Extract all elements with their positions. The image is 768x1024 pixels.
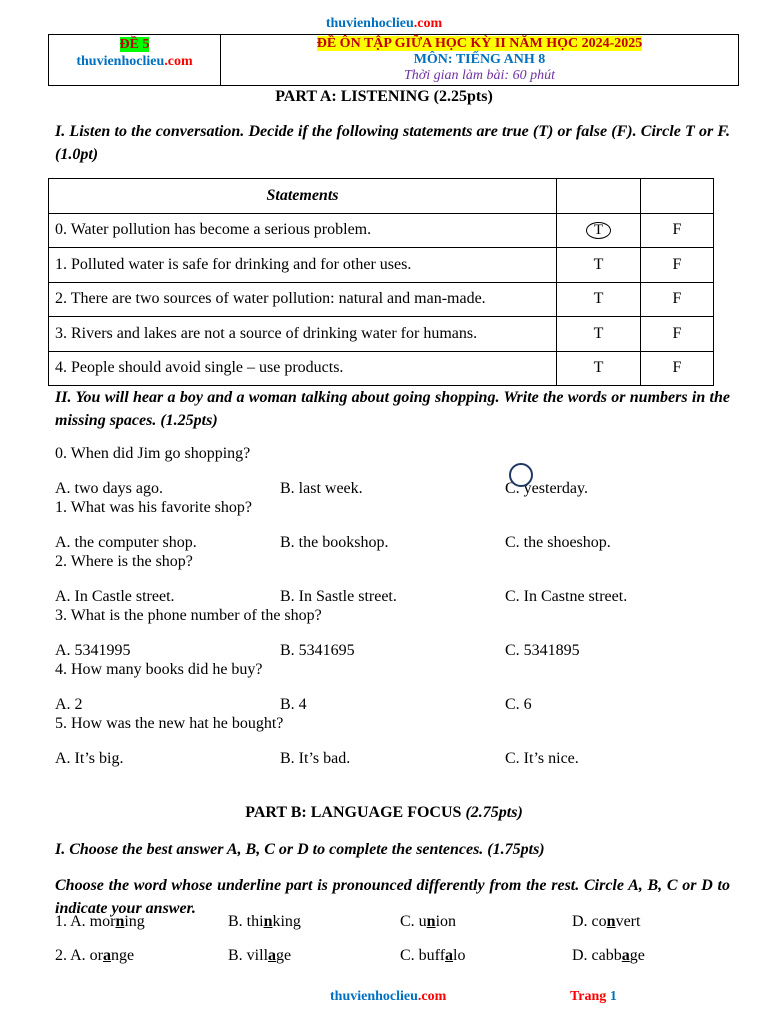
question-2: 2. Where is the shop? [55, 553, 193, 570]
true-option: T [557, 248, 641, 283]
option-b: B. 5341695 [280, 642, 355, 659]
option-b: B. In Sastle street. [280, 588, 397, 605]
option-a: A. It’s big. [55, 750, 124, 767]
option-a: A. two days ago. [55, 480, 163, 497]
option-b: B. It’s bad. [280, 750, 351, 767]
exam-subject: MÔN: TIẾNG ANH 8 [413, 52, 546, 67]
section-3-instruction: I. Choose the best answer A, B, C or D to complete the sentences. (1.75pts) [55, 841, 545, 858]
option-c: C. In Castne street. [505, 588, 628, 605]
statement-text: 0. Water pollution has become a serious problem. [49, 213, 557, 248]
statement-text: 4. People should avoid single – use products. [49, 351, 557, 386]
option-b: B. 4 [280, 696, 307, 713]
part-b-title: PART B: LANGUAGE FOCUS (2.75pts) [245, 804, 523, 821]
option-a: A. the computer shop. [55, 534, 197, 551]
part-a-title: PART A: LISTENING (2.25pts) [275, 88, 493, 105]
site-name: thuvienhoclieu [325, 16, 414, 31]
option-c: C. the shoeshop. [505, 534, 611, 551]
statements-header: Statements [49, 179, 557, 214]
circled-true-answer: T [586, 222, 611, 239]
statement-text: 3. Rivers and lakes are not a source of drinking water for humans. [49, 317, 557, 352]
table-row [49, 213, 714, 248]
question-1: 1. What was his favorite shop? [55, 499, 252, 516]
exam-header [48, 34, 739, 86]
pron-q2-option-b: B. village [228, 947, 292, 964]
section-1-instruction: I. Listen to the conversation. Decide if the following statements are true (T) or false (F). Circle T or F. (1.0pt) [55, 123, 730, 163]
statement-text: 2. There are two sources of water pollution: natural and man-made. [49, 282, 557, 317]
option-c: C. 5341895 [505, 642, 580, 659]
false-option: F [641, 351, 714, 386]
pron-q2-option-a: 2. A. orange [55, 947, 135, 964]
statement-text: 1. Polluted water is safe for drinking and for other uses. [49, 248, 557, 283]
exam-time: Thời gian làm bài: 60 phút [404, 68, 555, 83]
option-c: C. 6 [505, 696, 532, 713]
header-right-cell [221, 35, 738, 85]
option-c: C. yesterday. [505, 480, 588, 497]
true-false-table [48, 178, 714, 386]
pron-q2-option-d: D. cabbage [572, 947, 645, 964]
question-4: 4. How many books did he buy? [55, 661, 263, 678]
header-left-cell [49, 35, 221, 85]
false-option: F [641, 282, 714, 317]
false-option: F [641, 248, 714, 283]
pron-q1-option-c: C. union [400, 913, 457, 930]
table-row [49, 248, 714, 283]
true-option: T [557, 317, 641, 352]
header-site-name: thuvienhoclieu [76, 54, 165, 69]
exam-code: ĐỀ 5 [119, 37, 150, 52]
footer-site: thuvienhoclieu.com [330, 989, 447, 1004]
option-c: C. It’s nice. [505, 750, 579, 767]
question-0: 0. When did Jim go shopping? [55, 445, 251, 462]
header-site-domain: .com [164, 54, 193, 69]
pron-q1-option-a: 1. A. morning [55, 913, 145, 930]
section-2-instruction: II. You will hear a boy and a woman talking about going shopping. Write the words or numbers in the missing spaces. (1.25pts) [55, 389, 730, 429]
table-row [49, 351, 714, 386]
pron-q1-option-b: B. thinking [228, 913, 301, 930]
table-row [49, 317, 714, 352]
question-3: 3. What is the phone number of the shop? [55, 607, 322, 624]
question-5: 5. How was the new hat he bought? [55, 715, 284, 732]
site-domain: .com [413, 16, 443, 31]
page-number: Trang 1 [570, 989, 617, 1004]
option-a: A. 2 [55, 696, 83, 713]
exam-title: ĐỀ ÔN TẬP GIỮA HỌC KỲ II NĂM HỌC 2024-2025 [316, 36, 643, 51]
option-b: B. last week. [280, 480, 363, 497]
site-banner [0, 16, 768, 32]
false-option: F [641, 317, 714, 352]
option-b: B. the bookshop. [280, 534, 389, 551]
option-a: A. In Castle street. [55, 588, 175, 605]
table-row [49, 282, 714, 317]
true-option: T [557, 282, 641, 317]
pron-q2-option-c: C. buffalo [400, 947, 466, 964]
true-option: T [557, 351, 641, 386]
table-header-row [49, 179, 714, 214]
pron-q1-option-d: D. convert [572, 913, 641, 930]
section-3-sub-instruction: Choose the word whose underline part is pronounced differently from the rest. Circle A, B, C or D to indicate your answer. [55, 877, 730, 917]
option-a: A. 5341995 [55, 642, 131, 659]
false-option: F [641, 213, 714, 248]
answer-circle-icon [509, 463, 533, 487]
